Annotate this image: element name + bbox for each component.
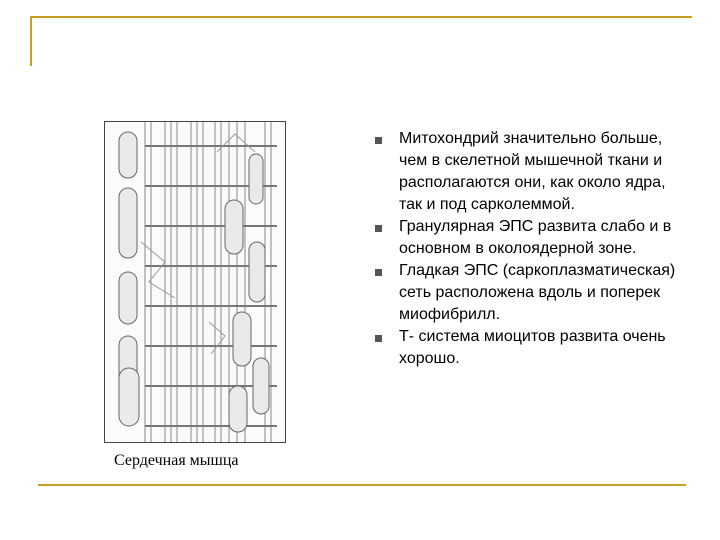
bullet-list: [372, 128, 692, 370]
bullet-item: [372, 260, 692, 326]
frame-top-line: [30, 16, 692, 18]
figure-caption: Сердечная мышца: [114, 452, 239, 469]
bullet-text: Т- система миоцитов развита очень хорошо.: [399, 328, 666, 367]
bullet-item: [372, 326, 692, 370]
cardiac-muscle-drawing: [105, 122, 285, 442]
bullet-text: Митохондрий значительно больше, чем в скелетной мышечной ткани и располагаются они, как около ядра, так и под сарколеммой.: [399, 130, 666, 213]
square-bullet-icon: [375, 225, 382, 232]
bullet-text: Гладкая ЭПС (саркоплазматическая) сеть расположена вдоль и поперек миофибрилл.: [399, 262, 676, 323]
bullet-text: Гранулярная ЭПС развита слабо и в основном в околоядерной зоне.: [399, 218, 672, 257]
frame-bottom-line: [38, 484, 686, 486]
square-bullet-icon: [375, 269, 382, 276]
cardiac-muscle-figure: [104, 121, 286, 443]
bullet-item: [372, 128, 692, 216]
square-bullet-icon: [375, 335, 382, 342]
frame-left-line: [30, 16, 32, 66]
bullet-item: [372, 216, 692, 260]
square-bullet-icon: [375, 137, 382, 144]
